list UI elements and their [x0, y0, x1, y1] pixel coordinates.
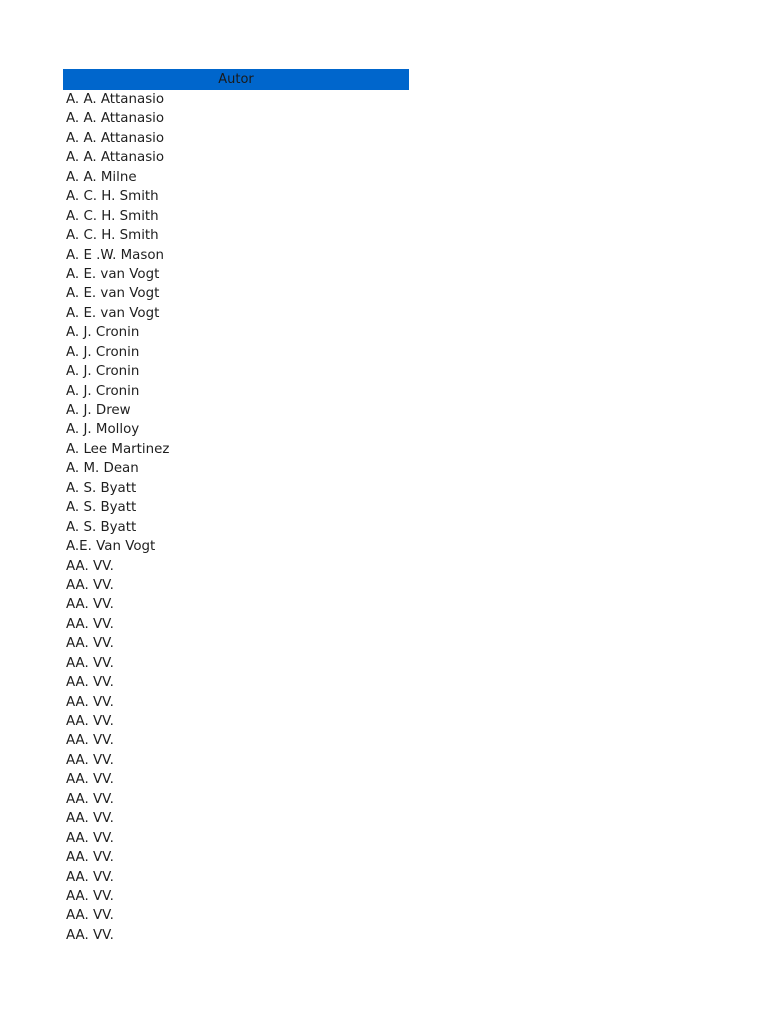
author-cell[interactable]: AA. VV. — [66, 577, 114, 593]
author-cell[interactable]: A. J. Molloy — [66, 422, 140, 438]
author-cell[interactable]: AA. VV. — [66, 616, 114, 632]
author-cell[interactable]: AA. VV. — [66, 927, 114, 943]
author-cell[interactable]: AA. VV. — [66, 694, 114, 710]
author-cell[interactable]: A. J. Cronin — [66, 344, 140, 360]
author-cell[interactable]: A. S. Byatt — [66, 480, 137, 496]
author-cell[interactable]: A. J. Drew — [66, 403, 131, 418]
author-cell[interactable]: A. J. Cronin — [66, 325, 140, 341]
author-cell[interactable]: AA. VV. — [66, 752, 114, 768]
author-cell[interactable]: AA. VV. — [66, 714, 114, 729]
author-cell[interactable]: A. E. van Vogt — [66, 286, 160, 302]
column-header-autor[interactable]: Autor — [63, 69, 409, 90]
author-cell[interactable]: A. C. H. Smith — [66, 189, 159, 205]
author-cell[interactable]: A. E. van Vogt — [66, 266, 160, 282]
author-cell[interactable]: A. E. van Vogt — [66, 305, 160, 321]
author-cell[interactable]: AA. VV. — [66, 558, 114, 574]
author-cell[interactable]: A. A. Attanasio — [66, 130, 165, 146]
author-cell[interactable]: AA. VV. — [66, 655, 114, 671]
author-table — [63, 69, 409, 945]
author-cell[interactable]: A. J. Cronin — [66, 383, 140, 399]
author-cell[interactable]: AA. VV. — [66, 733, 114, 749]
author-cell[interactable]: A. A. Milne — [66, 169, 137, 185]
author-cell[interactable]: A. Lee Martinez — [66, 441, 170, 457]
author-cell[interactable]: AA. VV. — [66, 636, 114, 652]
author-cell[interactable]: A. J. Cronin — [66, 364, 140, 380]
author-list — [63, 90, 409, 945]
author-cell[interactable]: A.E. Van Vogt — [66, 539, 156, 555]
author-cell[interactable]: A. S. Byatt — [66, 500, 137, 516]
author-cell[interactable]: AA. VV. — [66, 850, 114, 866]
author-cell[interactable]: A. A. Attanasio — [66, 111, 165, 127]
author-cell[interactable]: A. E .W. Mason — [66, 247, 165, 263]
author-cell[interactable]: A. A. Attanasio — [66, 92, 165, 107]
author-cell[interactable]: A. A. Attanasio — [66, 150, 165, 166]
author-cell[interactable]: A. C. H. Smith — [66, 208, 159, 224]
author-cell[interactable]: AA. VV. — [66, 830, 114, 846]
author-cell[interactable]: AA. VV. — [66, 869, 114, 885]
author-cell[interactable]: A. M. Dean — [66, 461, 139, 477]
author-cell[interactable]: AA. VV. — [66, 908, 114, 924]
author-cell[interactable]: AA. VV. — [66, 791, 114, 807]
author-cell[interactable]: AA. VV. — [66, 888, 114, 904]
author-cell[interactable]: AA. VV. — [66, 597, 114, 613]
author-cell[interactable]: AA. VV. — [66, 772, 114, 788]
author-cell[interactable]: AA. VV. — [66, 675, 114, 691]
author-cell[interactable]: A. S. Byatt — [66, 519, 137, 535]
author-cell[interactable]: A. C. H. Smith — [66, 228, 159, 244]
author-cell[interactable]: AA. VV. — [66, 811, 114, 827]
